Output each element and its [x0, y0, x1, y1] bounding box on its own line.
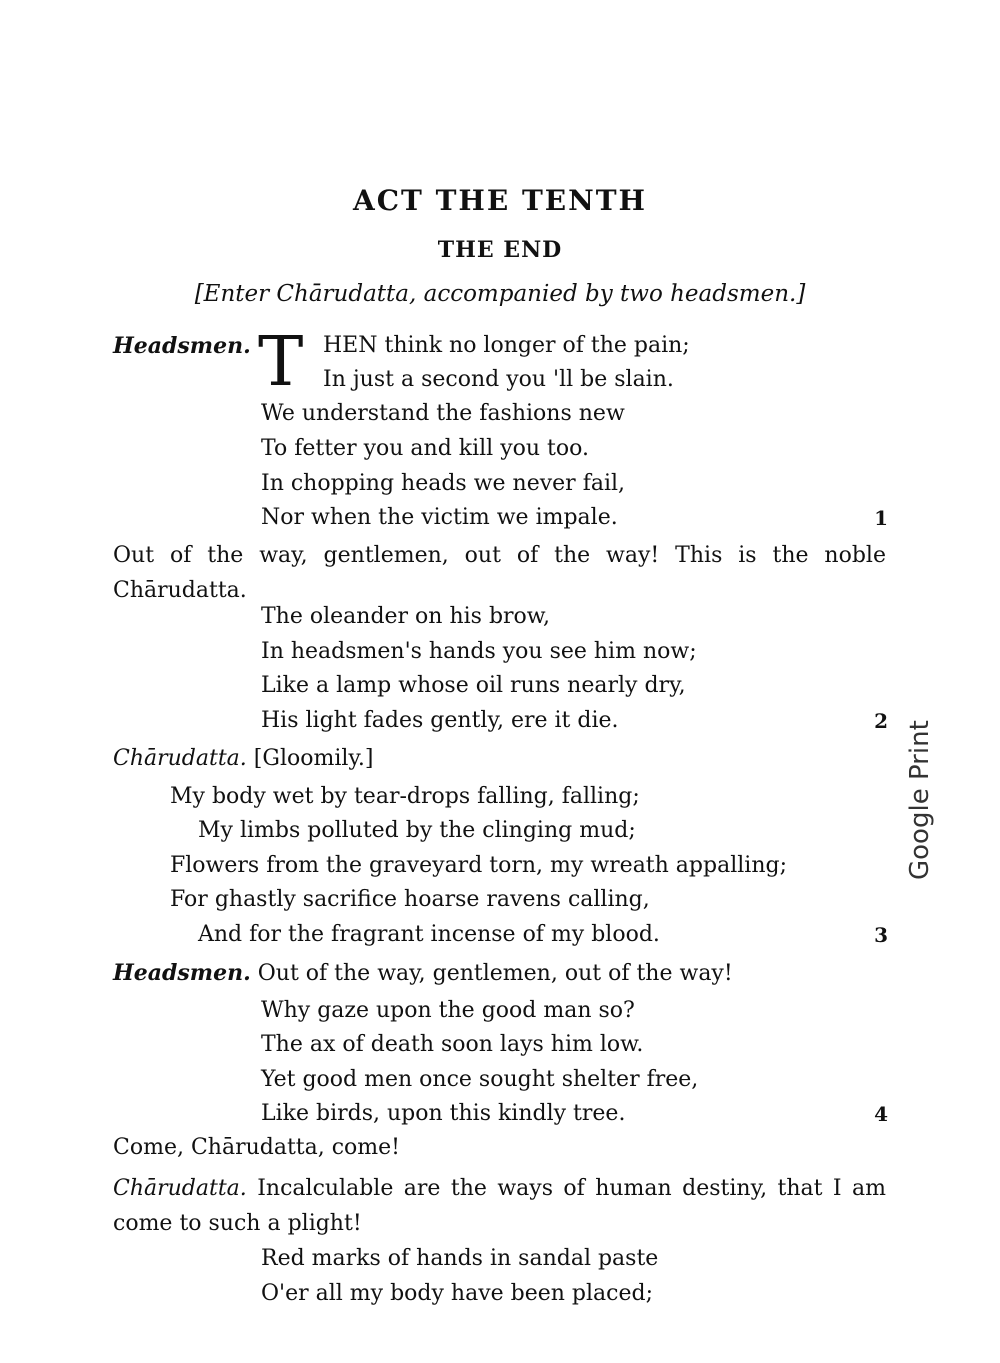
verse3-line-3: Flowers from the graveyard torn, my wreath appalling;	[170, 853, 787, 878]
verse3-line-5: And for the fragrant incense of my blood.	[198, 922, 660, 947]
verse1-line-4: To fetter you and kill you too.	[261, 436, 589, 461]
verse3-line-4: For ghastly sacrifice hoarse ravens calling,	[170, 887, 650, 912]
verse4-line-3: Yet good men once sought shelter free,	[261, 1067, 699, 1092]
verse4-line-4: Like birds, upon this kindly tree.	[261, 1101, 626, 1126]
verse-number-4: 4	[874, 1102, 888, 1126]
verse-number-1: 1	[874, 506, 888, 530]
verse1-line-6: Nor when the victim we impale.	[261, 505, 618, 530]
stage-direction: [Enter Chārudatta, accompanied by two headsmen.]	[194, 281, 806, 307]
verse4-line-2: The ax of death soon lays him low.	[261, 1032, 644, 1057]
verse4-line-1: Why gaze upon the good man so?	[261, 998, 635, 1023]
speaker-line-headsmen-2	[113, 959, 733, 988]
speaker-headsmen-2: Headsmen.	[113, 960, 251, 986]
prose-4: Incalculable are the ways of human destiny, that I am come to such a plight!	[113, 1176, 886, 1236]
verse1-line-2: In just a second you 'll be slain.	[323, 367, 674, 392]
verse1-line-5: In chopping heads we never fail,	[261, 471, 626, 496]
speaker-charudatta: Chārudatta.	[113, 746, 247, 771]
verse1-line-1: HEN think no longer of the pain;	[323, 333, 690, 358]
verse1-line-3: We understand the fashions new	[261, 401, 625, 426]
prose-4-block	[113, 1171, 886, 1241]
prose-2: Out of the way, gentlemen, out of the way!	[257, 961, 733, 986]
verse2-line-4: His light fades gently, ere it die.	[261, 708, 619, 733]
verse2-line-3: Like a lamp whose oil runs nearly dry,	[261, 673, 686, 698]
speaker-charudatta-2: Chārudatta.	[113, 1176, 247, 1201]
speaker-line-charudatta	[113, 745, 374, 773]
verse-number-2: 2	[874, 709, 888, 733]
verse5-line-2: O'er all my body have been placed;	[261, 1281, 653, 1306]
verse3-line-2: My limbs polluted by the clinging mud;	[198, 818, 636, 843]
act-subtitle: THE END	[437, 237, 563, 263]
act-title: ACT THE TENTH	[352, 184, 648, 217]
verse2-line-1: The oleander on his brow,	[261, 604, 551, 629]
verse2-line-2: In headsmen's hands you see him now;	[261, 639, 697, 664]
prose-1: Out of the way, gentlemen, out of the way! This is the noble Chārudatta.	[113, 543, 886, 603]
verse3-line-1: My body wet by tear-drops falling, falling;	[170, 784, 640, 809]
verse5-line-1: Red marks of hands in sandal paste	[261, 1246, 659, 1271]
prose-3: Come, Chārudatta, come!	[113, 1135, 401, 1160]
google-print-watermark: Google Print	[905, 720, 935, 880]
stage-direction-gloomily: [Gloomily.]	[253, 746, 374, 771]
verse-number-3: 3	[874, 923, 888, 947]
speaker-headsmen: Headsmen.	[113, 333, 251, 359]
drop-cap: T	[258, 323, 304, 402]
